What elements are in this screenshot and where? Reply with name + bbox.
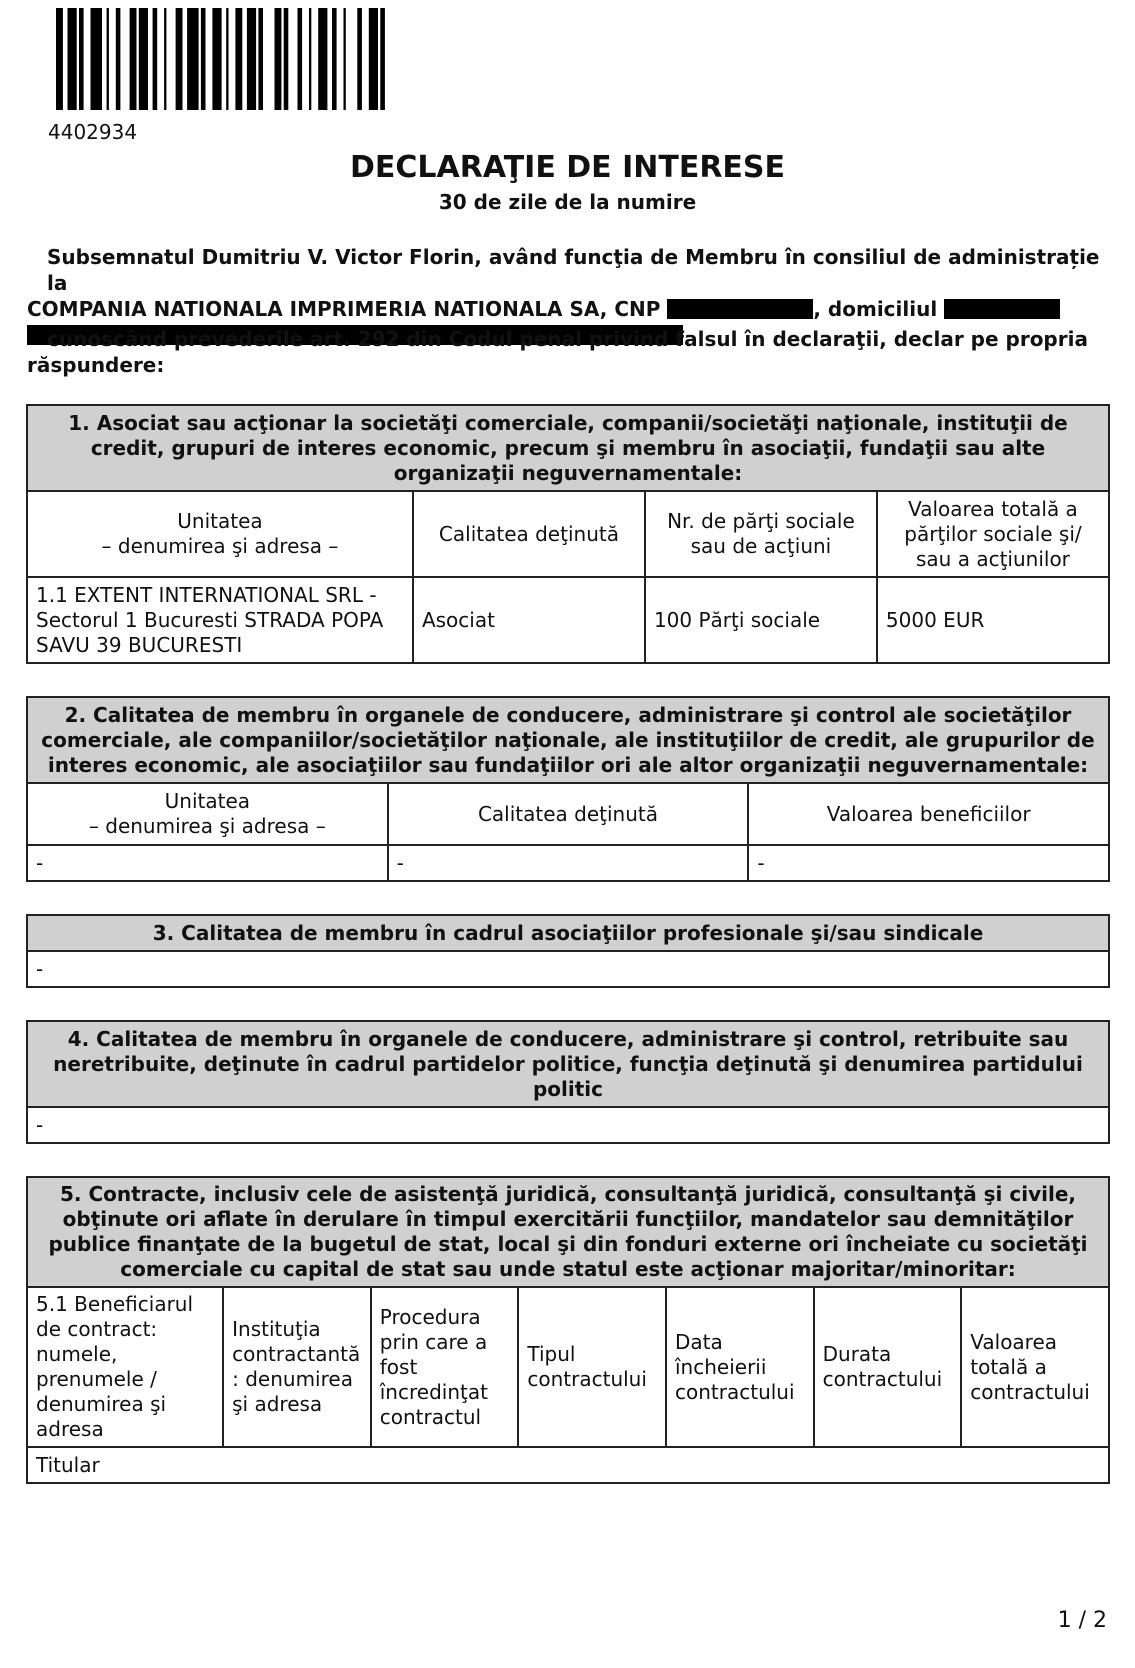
address-label: , domiciliul (813, 297, 938, 321)
column-header-contract-date: Data încheierii contractului (666, 1287, 814, 1447)
column-header-benefits: Valoarea beneficiilor (748, 783, 1109, 845)
legal-statement-text: cunoscând prevederile art. 292 din Codul penal privind falsul în declaraţii, declar pe propria răspundere: (27, 327, 1088, 377)
cell-role: - (388, 845, 749, 881)
column-header-role: Calitatea deţinută (388, 783, 749, 845)
cell-benefits: - (748, 845, 1109, 881)
section-3-header: 3. Calitatea de membru în cadrul asociaţiilor profesionale şi/sau sindicale (27, 915, 1109, 951)
section-2-table (26, 696, 1110, 882)
statement-line-2 (27, 296, 1112, 322)
column-header-shares: Nr. de părţi sociale sau de acţiuni (645, 491, 877, 577)
section-1-table (26, 404, 1110, 664)
barcode-number: 4402934 (48, 120, 138, 144)
cell-shares: 100 Părţi sociale (645, 577, 877, 663)
barcode (56, 8, 616, 110)
section-4-header: 4. Calitatea de membru în organele de conducere, administrare şi control, retribuite sau neretribuite, deţinute în cadrul partidelor politice, funcţia deţinută şi denumirea partidului politic (27, 1021, 1109, 1107)
column-header-unit: Unitatea – denumirea şi adresa – (27, 491, 413, 577)
column-header-procedure: Procedura prin care a fost încredinţat contractul (371, 1287, 519, 1447)
cell-unit: 1.1 EXTENT INTERNATIONAL SRL - Sectorul 1 Bucuresti STRADA POPA SAVU 39 BUCURESTI (27, 577, 413, 663)
section-4-value: - (27, 1107, 1109, 1143)
section-4-table (26, 1020, 1110, 1144)
column-header-unit: Unitatea – denumirea şi adresa – (27, 783, 388, 845)
section-1-header: 1. Asociat sau acţionar la societăţi comerciale, companii/societăţi naţionale, instituţii de credit, grupuri de interes economic, precum şi membru în asociaţii, fundaţii sau alte organizaţii neguvernamentale: (27, 405, 1109, 491)
page-number: 1 / 2 (1057, 1608, 1107, 1633)
section-2-header: 2. Calitatea de membru în organele de conducere, administrare şi control ale societăţilor comerciale, ale companiilor/societăţilor naţionale, ale instituţiilor de credit, ale grupurilor de interes economic, ale asociaţiilor sau fundaţiilor ori ale altor organizaţii neguvernamentale: (27, 697, 1109, 783)
document-title: DECLARAŢIE DE INTERESE (349, 150, 786, 185)
column-header-contract-value: Valoarea totală a contractului (961, 1287, 1109, 1447)
company-and-cnp-label: COMPANIA NATIONALA IMPRIMERIA NATIONALA SA, CNP (27, 297, 661, 321)
cell-unit: - (27, 845, 388, 881)
column-header-value: Valoarea totală a părţilor sociale şi/ sau a acţiunilor (877, 491, 1109, 577)
redacted-cnp (667, 299, 813, 319)
legal-statement (27, 326, 1112, 378)
section-5-table (26, 1176, 1110, 1484)
column-header-beneficiary: 5.1 Beneficiarul de contract: numele, prenumele / denumirea şi adresa (27, 1287, 223, 1447)
column-header-contract-type: Tipul contractului (518, 1287, 666, 1447)
redacted-address-start (944, 299, 1060, 319)
table-row (27, 577, 1109, 663)
column-header-contract-duration: Durata contractului (814, 1287, 962, 1447)
document-subtitle: 30 de zile de la numire (438, 190, 697, 214)
row-label-titular: Titular (27, 1447, 1109, 1483)
statement-line-1: Subsemnatul Dumitriu V. Victor Florin, având funcţia de Membru în consiliul de administrație la (47, 245, 1100, 295)
column-header-role: Calitatea deţinută (413, 491, 645, 577)
cell-role: Asociat (413, 577, 645, 663)
column-header-institution: Instituţia contractantă : denumirea şi adresa (223, 1287, 371, 1447)
table-row (27, 845, 1109, 881)
section-3-value: - (27, 951, 1109, 987)
section-3-table (26, 914, 1110, 988)
cell-value: 5000 EUR (877, 577, 1109, 663)
section-5-header: 5. Contracte, inclusiv cele de asistenţă juridică, consultanţă juridică, consultanţă şi civile, obţinute ori aflate în derulare în timpul exercitării funcţiilor, mandatelor sau demnităţilor publice finanţate de la bugetul de stat, local şi din fonduri externe ori încheiate cu societăţi comerciale cu capital de stat sau unde statul este acţionar majoritar/minoritar: (27, 1177, 1109, 1287)
